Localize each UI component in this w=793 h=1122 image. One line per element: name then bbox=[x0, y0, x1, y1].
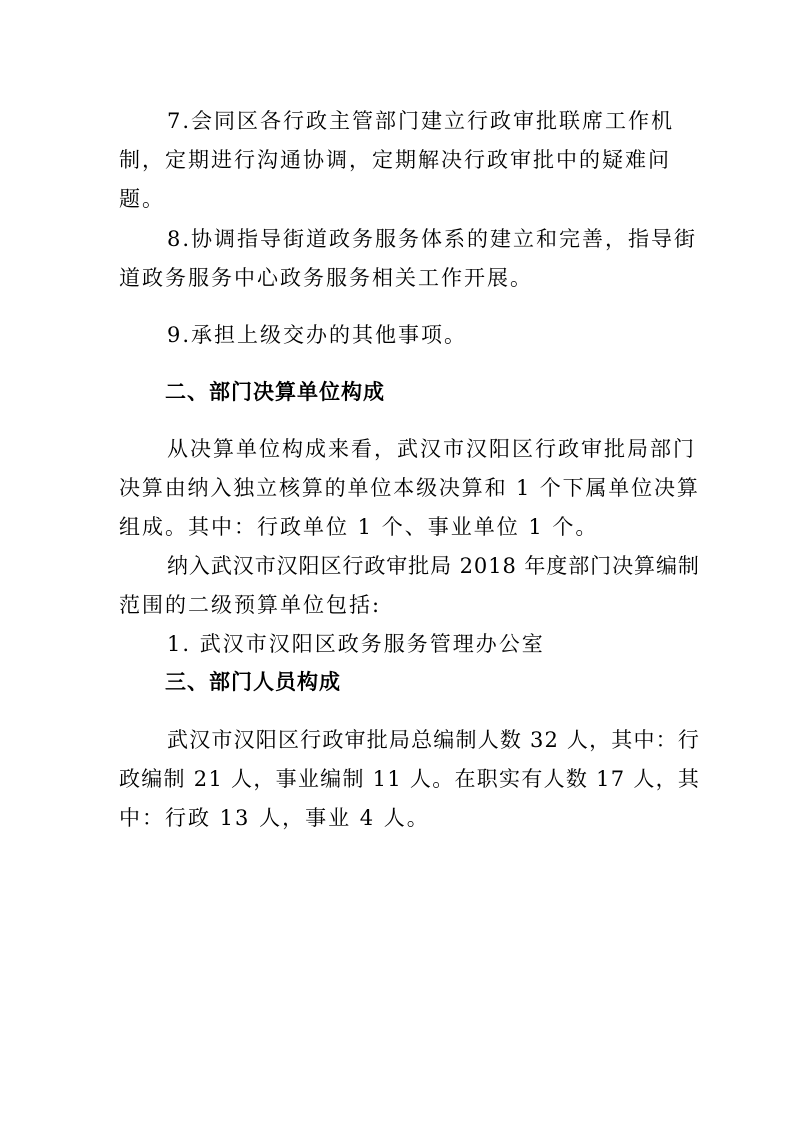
section3-heading: 三、部门人员构成 bbox=[165, 670, 341, 694]
item7-line2: 制，定期进行沟通协调，定期解决行政审批中的疑难问 bbox=[119, 148, 671, 172]
item8-line2: 道政务服务中心政务服务相关工作开展。 bbox=[119, 266, 533, 290]
section2-heading: 二、部门决算单位构成 bbox=[165, 380, 385, 404]
section3-para-line1: 武汉市汉阳区行政审批局总编制人数 32 人，其中：行 bbox=[167, 728, 701, 752]
item7-line3: 题。 bbox=[119, 187, 165, 211]
item8-line1: 8.协调指导街道政务服务体系的建立和完善，指导街 bbox=[167, 227, 698, 251]
item7-line1: 7.会同区各行政主管部门建立行政审批联席工作机 bbox=[167, 109, 675, 133]
section2-para2-line1: 纳入武汉市汉阳区行政审批局 2018 年度部门决算编制 bbox=[167, 554, 700, 578]
item9-line1: 9.承担上级交办的其他事项。 bbox=[167, 323, 468, 347]
section2-list-item-1: 1. 武汉市汉阳区政务服务管理办公室 bbox=[167, 632, 545, 656]
section3-para-line2: 政编制 21 人，事业编制 11 人。在职实有人数 17 人，其 bbox=[119, 767, 701, 791]
section3-para-line3: 中：行政 13 人，事业 4 人。 bbox=[119, 806, 430, 830]
section2-para2-line2: 范围的二级预算单位包括: bbox=[119, 593, 382, 617]
section2-para1-line1: 从决算单位构成来看，武汉市汉阳区行政审批局部门 bbox=[167, 437, 696, 461]
section2-para1-line3: 组成。其中：行政单位 1 个、事业单位 1 个。 bbox=[119, 515, 599, 539]
section2-para1-line2: 决算由纳入独立核算的单位本级决算和 1 个下属单位决算 bbox=[119, 476, 700, 500]
